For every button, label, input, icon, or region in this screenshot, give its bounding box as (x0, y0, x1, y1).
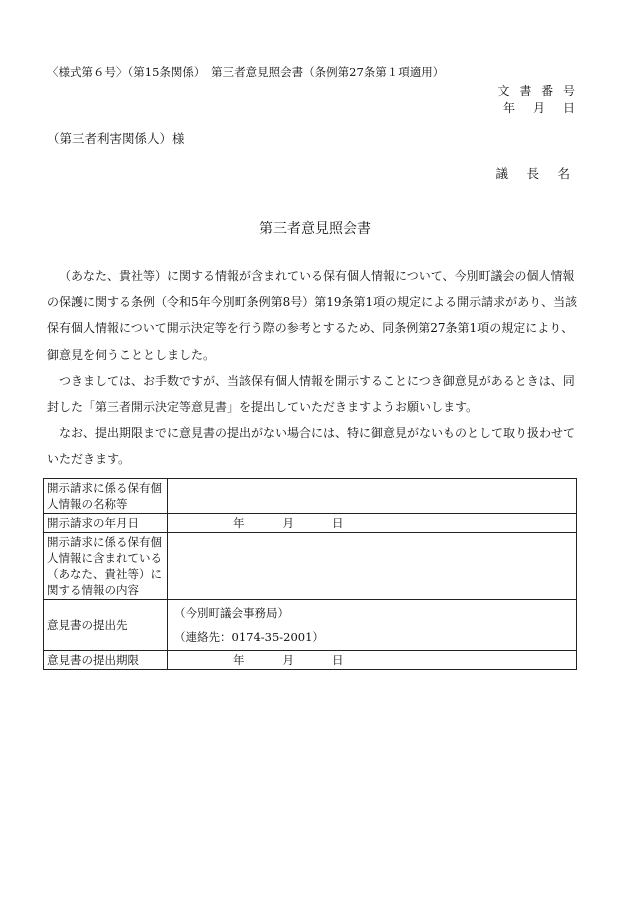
table-row (44, 600, 577, 651)
info-table (43, 478, 577, 670)
document-number: 文 書 番 号 (497, 84, 578, 98)
table-label-deadline: 意見書の提出期限 (44, 651, 168, 670)
paragraph-2: つきましては、お手数ですが、当該保有個人情報を開示することにつき御意見があるときは、同封した「第三者開示決定等意見書」を提出していただきますようお願いします。 (47, 373, 575, 415)
date-day: 日 (332, 653, 344, 667)
table-label-request-date: 開示請求の年月日 (44, 514, 168, 533)
document-title: 第三者意見照会書 (259, 221, 371, 237)
document-date: 年 月 日 (502, 101, 578, 115)
table-row (44, 651, 577, 670)
table-label-name: 開示請求に係る保有個人情報の名称等 (44, 479, 168, 514)
table-row (44, 479, 577, 514)
office-name: （今別町議会事務局） (174, 606, 289, 620)
date-year: 年 (233, 653, 245, 667)
date-month: 月 (282, 653, 294, 667)
body-text (47, 263, 585, 473)
table-label-info-content: 開示請求に係る保有個人情報に含まれている（あなた、貴社等）に関する情報の内容 (44, 533, 168, 600)
office-contact: （連絡先：0174-35-2001） (174, 630, 324, 644)
table-value-request-date (168, 514, 577, 533)
table-value-deadline (168, 651, 577, 670)
date-day: 日 (332, 516, 344, 530)
form-header: 〈様式第６号〉（第15条関係） 第三者意見照会書（条例第27条第１項適用） (47, 65, 445, 79)
paragraph-3: なお、提出期限までに意見書の提出がない場合には、特に御意見がないものとして取り扱わせていただきます。 (47, 426, 576, 467)
sender-name: 議 長 名 (495, 166, 573, 181)
recipient: （第三者利害関係人）様 (47, 131, 185, 146)
table-value-submit-to (168, 600, 577, 651)
table-value-info-content (168, 533, 577, 600)
table-value-name (168, 479, 577, 514)
table-row (44, 533, 577, 600)
table-row (44, 514, 577, 533)
table-label-submit-to: 意見書の提出先 (44, 600, 168, 651)
date-month: 月 (282, 516, 294, 530)
paragraph-1: （あなた、貴社等）に関する情報が含まれている保有個人情報について、今別町議会の個人情報の保護に関する条例（令和5年今別町条例第8号）第19条第1項の規定による開示請求があり、当該保有個人情報について開示決定等を行う際の参考とするため、同条例第27条第1項の規定により、御意見を伺うこととしました。 (47, 269, 578, 362)
date-year: 年 (233, 516, 245, 530)
